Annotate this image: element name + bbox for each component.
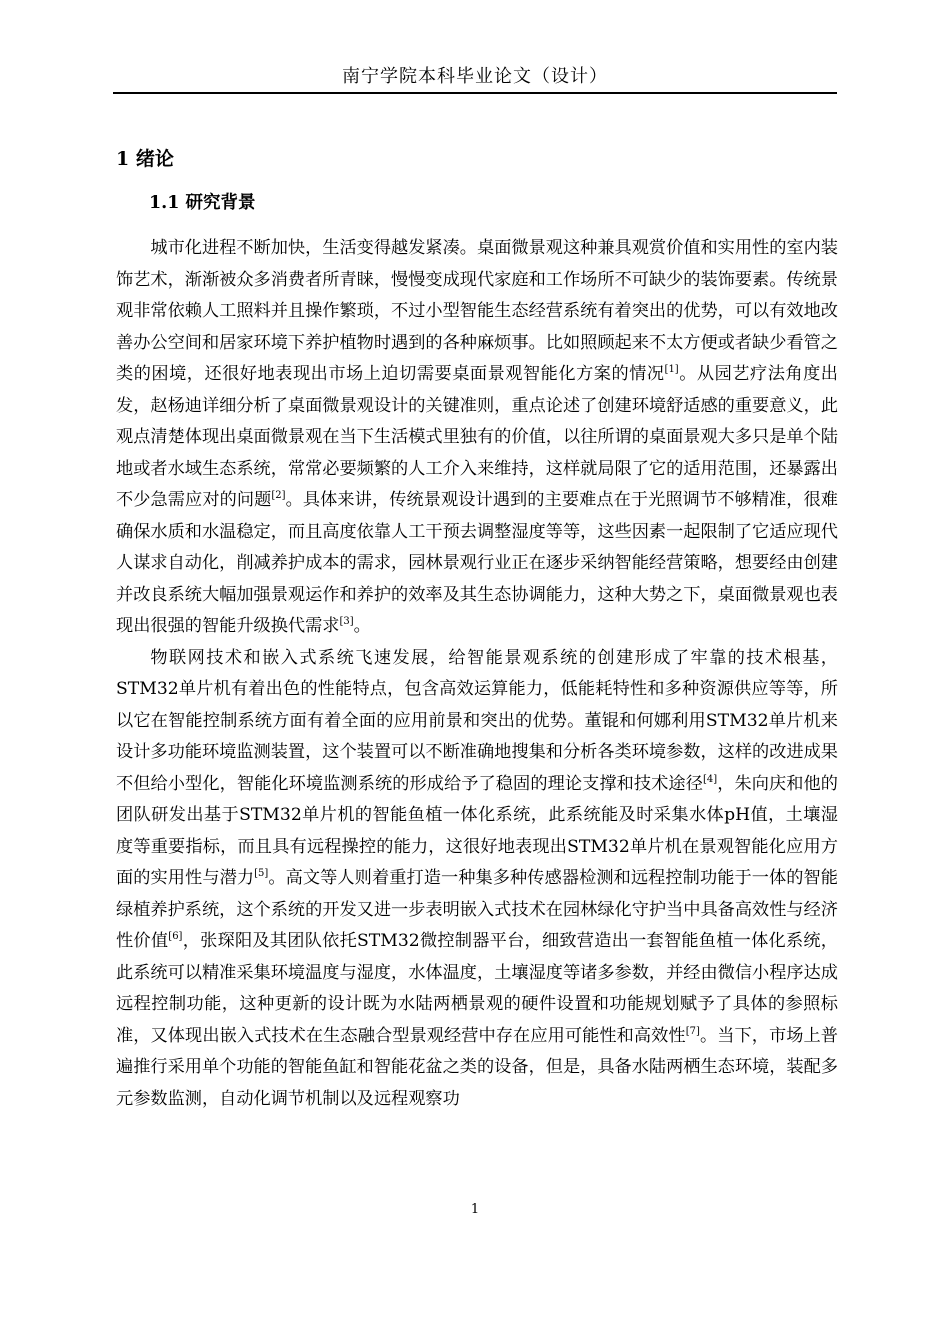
text-segment: 城市化进程不断加快，生活变得越发紧凑。桌面微景观这种兼具观赏价值和实用性的室内装饰艺术，渐渐被众多消费者所青睐，慢慢变成现代家庭和工作场所不可缺少的装饰要素。传统景观非常依赖人工照料并且操作繁琐，不过小型智能生态经营系统有着突出的优势，可以有效地改善办公空间和居家环境下养护植物时遇到的各种麻烦事。比如照顾起来不太方便或者缺少看管之类的困境，还很好地表现出市场上迫切需要桌面景观智能化方案的情况 <box>116 238 838 384</box>
text-segment: ，朱向庆和他的团队研发出基于STM32单片机的智能鱼植一体化系统，此系统能及时采集水体pH值，土壤湿度等重要指标，而且具有远程操控的能力，这很好地表现出STM32单片机在景观智能化应用方面的实用性与潜力 <box>116 773 838 888</box>
header-divider <box>113 92 837 94</box>
paragraph-2 <box>116 643 838 1116</box>
body-text <box>116 233 838 1115</box>
section-title: 1.1 研究背景 <box>149 193 256 213</box>
citation-ref: [6] <box>168 931 183 942</box>
text-segment: 。从园艺疗法角度出发，赵杨迪详细分析了桌面微景观设计的关键准则，重点论述了创建环境舒适感的重要意义，此观点清楚体现出桌面微景观在当下生活模式里独有的价值，以往所谓的桌面景观大多只是单个陆地或者水域生态系统，常常必要频繁的人工介入来维持，这样就局限了它的适用范围，还暴露出不少急需应对的问题 <box>116 364 838 510</box>
text-segment: 。高文等人则着重打造一种集多种传感器检测和远程控制功能于一体的智能绿植养护系统，这个系统的开发又进一步表明嵌入式技术在园林绿化守护当中具备高效性与经济性价值 <box>116 868 838 951</box>
citation-ref: [3] <box>339 616 354 627</box>
citation-ref: [5] <box>254 868 269 879</box>
paragraph-1 <box>116 233 838 643</box>
text-segment: 物联网技术和嵌入式系统飞速发展，给智能景观系统的创建形成了牢靠的技术根基，STM32单片机有着出色的性能特点，包含高效运算能力，低能耗特性和多种资源供应等等，所以它在智能控制系统方面有着全面的应用前景和突出的优势。董锟和何娜利用STM32单片机来设计多功能环境监测装置，这个装置可以不断准确地搜集和分析各类环境参数，这样的改进成果不但给小型化，智能化环境监测系统的形成给予了稳固的理论支撑和技术途径 <box>116 647 838 794</box>
citation-ref: [2] <box>271 490 286 501</box>
text-segment: 。 <box>353 616 371 636</box>
page-number: 1 <box>470 1202 480 1217</box>
page-header: 南宁学院本科毕业论文（设计） <box>342 66 608 87</box>
text-segment: 。当下，市场上普遍推行采用单个功能的智能鱼缸和智能花盆之类的设备，但是，具备水陆两栖生态环境，装配多元参数监测，自动化调节机制以及远程观察功 <box>116 1025 838 1109</box>
text-segment: ，张琛阳及其团队依托STM32微控制器平台，细致营造出一套智能鱼植一体化系统，此系统可以精准采集环境温度与湿度，水体温度，土壤湿度等诸多参数，并经由微信小程序达成远程控制功能，这种更新的设计既为水陆两栖景观的硬件设置和功能规划赋予了具体的参照标准，又体现出嵌入式技术在生态融合型景观经营中存在应用可能性和高效性 <box>116 931 838 1046</box>
citation-ref: [1] <box>664 364 679 375</box>
citation-ref: [4] <box>702 773 718 785</box>
text-segment: 。具体来讲，传统景观设计遇到的主要难点在于光照调节不够精准，很难确保水质和水温稳定，而且高度依靠人工干预去调整湿度等等，这些因素一起限制了它适应现代人谋求自动化，削减养护成本的需求，园林景观行业正在逐步采纳智能经营策略，想要经由创建并改良系统大幅加强景观运作和养护的效率及其生态协调能力，这种大势之下，桌面微景观也表现出很强的智能升级换代需求 <box>116 490 838 636</box>
citation-ref: [7] <box>685 1025 700 1037</box>
chapter-title: 1 绪论 <box>116 148 174 170</box>
